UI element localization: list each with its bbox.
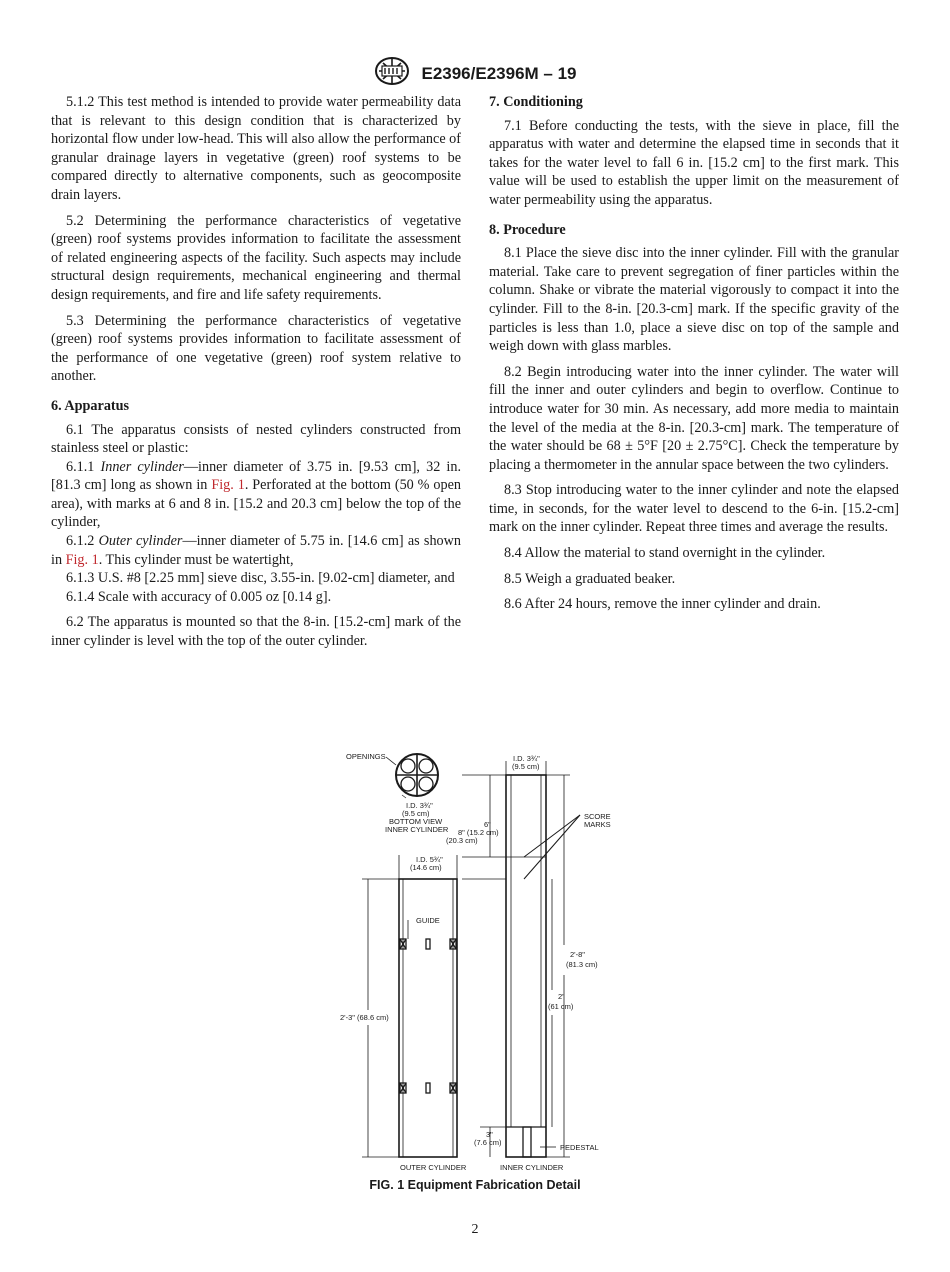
document-designation: E2396/E2396M – 19 [421,63,577,83]
paragraph-8-6: 8.6 After 24 hours, remove the inner cylinder and drain. [504,596,821,613]
paragraph-8-4: 8.4 Allow the material to stand overnight in the cylinder. [504,545,826,562]
paragraph-6-1-3: 6.1.3 U.S. #8 [2.25 mm] sieve disc, 3.55-in. [9.02-cm] diameter, and [66,570,455,587]
dim-3-label: 3" [486,1130,493,1139]
outer-cylinder-caption: OUTER CYLINDER [400,1163,467,1172]
dim-2-label: 2' [558,992,564,1001]
clause-text: —inner diameter of 5.75 in. [14.6 cm] as shown in [51,533,461,568]
paragraph-8-5: 8.5 Weigh a graduated beaker. [504,570,676,587]
bottom-id-label: I.D. 3¾" [406,801,433,810]
dim-61-label: (61 cm) [548,1002,574,1011]
paragraph-5-2: 5.2 Determining the performance characteristics of vegetative (green) roof systems provides information to facilitate the assessment of related engineering aspects of the facility. Such aspects may include structural design requirements, mechanical engineering and thermal design requirements, and fire and life safety requirements. [51,212,461,303]
figure-caption: FIG. 1 Equipment Fabrication Detail [369,1178,581,1192]
outer-id-cm-label: (14.6 cm) [410,863,442,872]
equipment-figure [330,745,630,1175]
page-number: 2 [471,1222,479,1237]
dim-81-label: (81.3 cm) [566,960,598,969]
dim-8-label: 8" (15.2 cm) [458,828,499,837]
page-header [0,56,950,91]
paragraph-7-1: 7.1 Before conducting the tests, with the sieve in place, fill the apparatus with water and determine the elapsed time in seconds that it takes for the water level to fall 6 in. [15.2 cm] to the first mark. This value will be used to establish the upper limit on the measurement of water permeability using the apparatus. [489,117,899,208]
paragraph-8-3: 8.3 Stop introducing water to the inner cylinder and note the elapsed time, in seconds, for the water level to descend to the 6-in. [15.2-cm] mark on the inner cylinder. Repeat three times and average the results. [489,482,899,536]
figure-1-link[interactable]: Fig. 1 [211,477,245,494]
guide-label: GUIDE [416,916,440,925]
section-heading-conditioning: 7. Conditioning [489,94,583,110]
clause-text: . This cylinder must be watertight, [98,551,294,568]
astm-logo-icon [373,56,411,91]
inner-id-label: I.D. 3¾" [513,754,540,763]
clause-term: Inner cylinder [100,458,184,475]
section-heading-procedure: 8. Procedure [489,221,566,238]
clause-text: —inner diameter of 3.75 in. [9.53 cm], 32 in. [81.3 cm] long as shown in [51,458,462,494]
bottom-inner-cylinder-label: INNER CYLINDER [385,825,449,834]
left-column [51,93,461,658]
pedestal-label: PEDESTAL [560,1143,599,1152]
outer-id-label: I.D. 5¾" [416,855,443,864]
clause-text: . Perforated at the bottom (50 % open area), with marks at 6 and 8 in. [15.2 and 20.3 cm] below the top of the cylinder, [51,477,462,531]
clause-number: 6.1.2 [66,533,95,550]
right-column [489,93,899,621]
paragraph-5-1-2: 5.1.2 This test method is intended to provide water permeability data that is relevant to this design condition that is characterized by horizontal flow under low-head. This will also allow the performance of granular drainage layers in vegetative (green) roof systems to be compared directly to alternative components, such as geocomposite drain layers. [51,94,461,203]
paragraph-6-1: 6.1 The apparatus consists of nested cylinders constructed from stainless steel or plastic: [51,421,461,457]
openings-label: OPENINGS [346,752,386,761]
dim-7-6-label: (7.6 cm) [474,1138,502,1147]
paragraph-8-2: 8.2 Begin introducing water into the inner cylinder. The water will fill the inner and outer cylinders and begin to overflow. Continue to introduce water for 30 min. As necessary, add more media to maintain the level of the media at the 8-in. [20.3-cm] mark. The temperature of the water should be 68 ± 5°F [20 ± 2.75°C]. Check the temperature by placing a thermometer in the annular space between the two cylinders. [489,363,899,473]
dim-2-3-label: 2'-3" (68.6 cm) [340,1013,389,1022]
clause-number: 6.1.1 [66,458,95,475]
clause-term: Outer cylinder [98,533,183,550]
inner-id-cm-label: (9.5 cm) [512,762,540,771]
paragraph-6-1-2 [51,532,461,569]
score-marks-label: SCORE [584,812,611,821]
bottom-view-label: BOTTOM VIEW [389,817,443,826]
paragraph-6-1-4: 6.1.4 Scale with accuracy of 0.005 oz [0.14 g]. [66,588,332,605]
paragraph-8-1: 8.1 Place the sieve disc into the inner cylinder. Fill with the granular material. Take care to prevent segregation of finer particles within the column. Shake or vibrate the material vigorously to compact it into the cylinder. Fill to the 8-in. [20.3-cm] mark. If the specific gravity of the particles is less than 1.0, place a sieve disc on top of the sample and weigh down with glass marbles. [489,245,899,355]
equipment-drawing [330,745,630,1175]
figure-1-link[interactable]: Fig. 1 [65,551,99,568]
paragraph-6-1-1 [51,458,461,532]
score-marks-label-2: MARKS [584,820,611,829]
dim-6-label: 6" [484,820,491,829]
bottom-id-cm-label: (9.5 cm) [402,809,430,818]
inner-cylinder-caption: INNER CYLINDER [500,1163,564,1172]
dim-20-label: (20.3 cm) [446,836,478,845]
paragraph-5-3: 5.3 Determining the performance characteristics of vegetative (green) roof systems provides information to facilitate assessment of the performance of one vegetative (green) roof system relative to another. [51,312,461,385]
section-heading-apparatus: 6. Apparatus [51,397,130,414]
dim-2-8-label: 2'-8" [570,950,585,959]
paragraph-6-2: 6.2 The apparatus is mounted so that the 8-in. [15.2-cm] mark of the inner cylinder is level with the top of the outer cylinder. [51,614,461,650]
